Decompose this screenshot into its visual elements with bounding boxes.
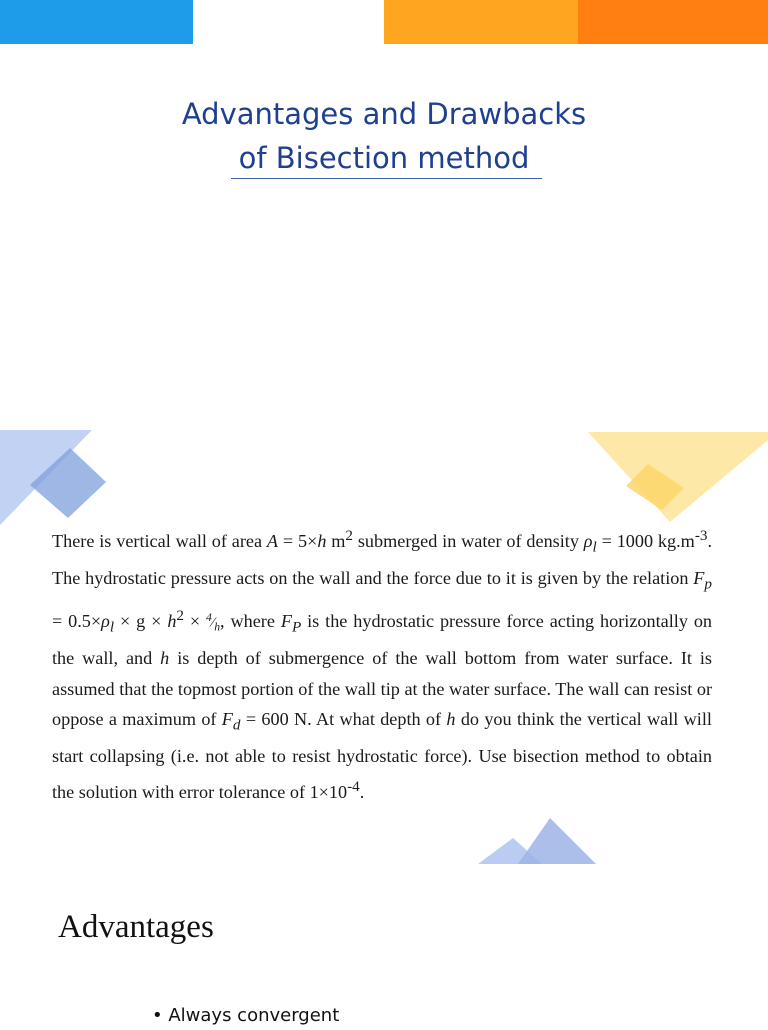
bullet-marker: • [152, 1005, 163, 1026]
slide-title-line2: of Bisection method [238, 141, 530, 175]
slide-title [0, 92, 768, 180]
top-bar-orange-light [384, 0, 578, 44]
right-triangle-decoration [588, 432, 768, 522]
bottom-triangle-decoration [478, 816, 598, 864]
top-bar-orange-dark [578, 0, 768, 44]
formula-fp: F [693, 568, 705, 589]
title-underline [231, 178, 542, 179]
top-bar-blue [0, 0, 193, 44]
list-item-text: Always convergent [168, 1005, 340, 1026]
fraction: $^4⁄_h$ [206, 610, 221, 634]
slide-title-line1: Advantages and Drawbacks [181, 97, 587, 131]
problem-statement: There is vertical wall of area A = 5×h $m^2$ submerged in water of density $\rho_l = 1000$ $kg.m^{-3}$. The hydrostatic pressure acts on the wall and the force due to it is given by the relation $F_p = 0.5\times\rho_l \times g \times h^2$ × $^4⁄_h$, where $F_P$ is the hydrostatic pressure force acting horizontally on the wall, and h is depth of submergence of the wall bottom from water surface. It is assumed that the topmost portion of the wall tip at the water surface. The wall can resist or oppose a maximum of $F_d = 600$ N. At what depth of h do you think the vertical wall will start collapsing (i.e. not able to resist hydrostatic force). Use bisection method to obtain the solution with error tolerance of $1\times 10^{-4}$. [52, 527, 713, 803]
advantages-heading: Advantages [58, 909, 214, 945]
left-diamond-decoration [0, 430, 110, 530]
list-item [152, 1002, 339, 1030]
